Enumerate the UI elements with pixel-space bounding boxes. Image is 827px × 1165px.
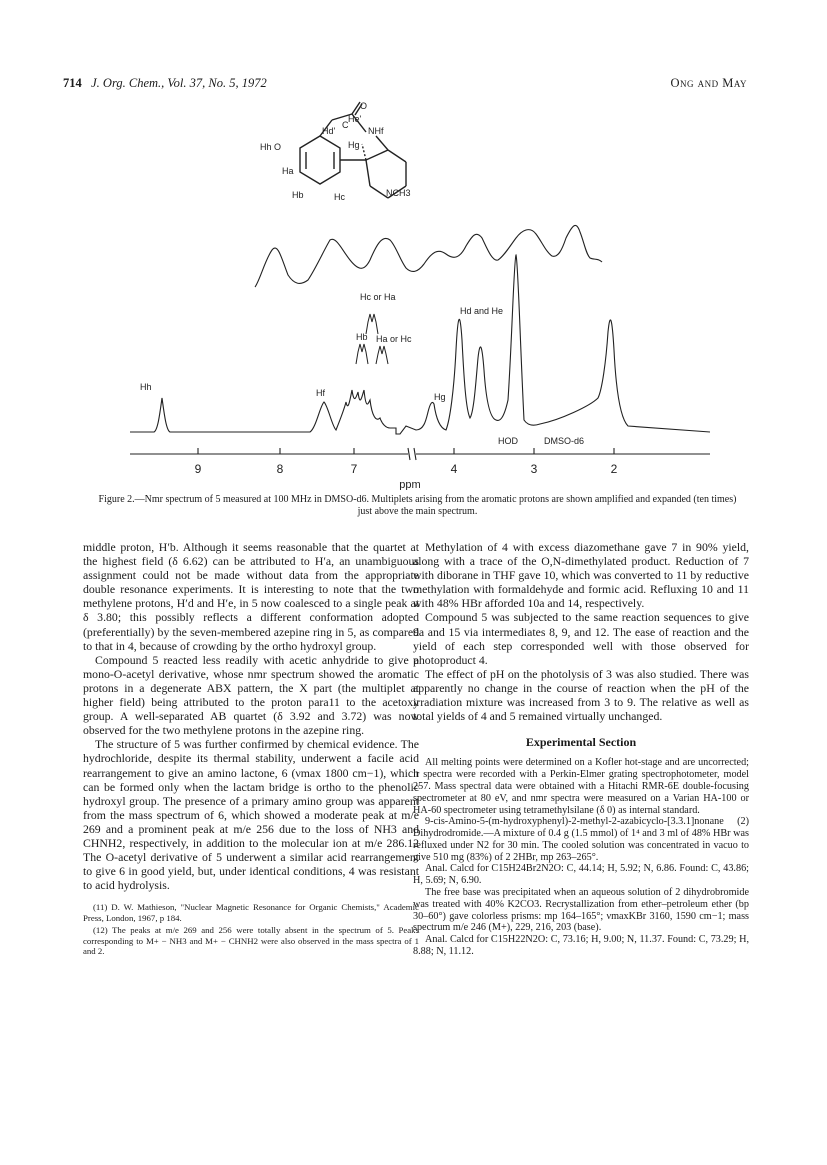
footnotes [83, 902, 419, 956]
tick-label-3: 3 [530, 462, 538, 476]
exp-paragraph-5: Anal. Calcd for C15H22N2O: C, 73.16; H, 9.00; N, 11.37. Found: C, 73.29; H, 8.88; N, 11.12. [413, 934, 749, 958]
struct-label-c: C [342, 120, 349, 130]
peak-label-hf: Hf [316, 388, 325, 398]
peak-label-hod: HOD [498, 436, 518, 446]
section-title: Experimental Section [525, 735, 637, 750]
axis-label-ppm: ppm [399, 479, 421, 490]
struct-label-hc: Hc [334, 192, 345, 202]
peak-label-hd-and-he: Hd and He [460, 306, 504, 316]
peak-label-hg: Hg [434, 392, 446, 402]
footnote-12: (12) The peaks at m/e 269 and 256 were totally absent in the spectrum of 5. Peaks corresponding to M+ − NH3 and M+ − CHNH2 were also observed in the mass spectra of 1 and 2. [83, 925, 419, 956]
tick-label-4: 4 [450, 462, 458, 476]
right-column [413, 540, 749, 958]
left-paragraph-1: middle proton, H′b. Although it seems reasonable that the quartet at the highest field (δ 6.62) can be attributed to H′a, an unambiguous assignment could not be made without data from the appropriate double resonance experiments. It is interesting to note that the two methylene protons, H′d and H′e, in 5 now coalesced to a single peak at δ 3.80; this possibly reflects a different conformation adopted (preferentially) by the seven-membered azepine ring in 5, as compared to that in 4, because of crowding by the ortho hydroxyl group. [83, 540, 419, 653]
tick-label-8: 8 [276, 462, 284, 476]
left-column [83, 540, 419, 958]
journal-citation: J. Org. Chem., Vol. 37, No. 5, 1972 [91, 76, 267, 90]
nmr-figure [120, 100, 720, 490]
left-paragraph-2: Compound 5 reacted less readily with acetic anhydride to give a mono-O-acetyl derivative, whose nmr spectrum showed the aromatic protons in a degenerate ABX pattern, the X part (the multiplet at higher field) being attributed to the proton para11 to the acetoxy group. A well-separated AB quartet (δ 3.92 and 3.72) was now observed for the two methylene protons in the azepine ring. [83, 652, 419, 738]
tick-label-2: 2 [610, 462, 618, 476]
ppm-axis [130, 448, 710, 460]
figure-caption: Figure 2.—Nmr spectrum of 5 measured at 100 MHz in DMSO-d6. Multiplets arising from the aromatic protons are shown amplified and expanded (ten times) just above the main spectrum. [98, 494, 737, 517]
right-paragraph-3: The effect of pH on the photolysis of 3 was also studied. There was apparently no change in the course of reaction when the pH of the irradiation mixture was increased from 3 to 9. The relative as well as total yields of 4 and 5 remained virtually unchanged. [413, 666, 749, 724]
tick-label-7: 7 [350, 462, 358, 476]
authors: Ong and May [670, 76, 747, 90]
peak-label-ha-or-hc: Ha or Hc [376, 334, 412, 344]
page-number: 714 [63, 76, 82, 90]
right-paragraph-1: Methylation of 4 with excess diazomethane gave 7 in 90% yield, along with a trace of the O,N-dimethylated product. Reduction of 7 with diborane in THF gave 10, which was converted to 11 by reductive methylation with formaldehyde and formic acid. Refluxing 10 and 11 with 48% HBr afforded 10a and 14, respectively. [413, 540, 749, 611]
struct-label-hb: Hb [292, 190, 304, 200]
right-paragraph-2: Compound 5 was subjected to the same reaction sequences to give 9a and 15 via intermediates 8, 9, and 12. The ease of reaction and the yield of each step corresponded well with those observed for photoproduct 4. [413, 610, 749, 667]
struct-label-ha: Ha [282, 166, 294, 176]
exp-paragraph-3: Anal. Calcd for C15H24Br2N2O: C, 44.14; H, 5.92; N, 6.86. Found: C, 43.86; H, 5.69; N, 6.90. [413, 863, 749, 887]
main-spectrum-trace [130, 255, 710, 434]
struct-label-nhf: NHf [368, 126, 384, 136]
peak-label-dmso: DMSO-d6 [544, 436, 585, 446]
struct-label-hh: Hh O [260, 142, 282, 152]
peak-label-hh: Hh [140, 382, 152, 392]
struct-label-hd: Hd' [322, 126, 336, 136]
exp-paragraph-2: 9-cis-Amino-5-(m-hydroxyphenyl)-2-methyl-2-azabicyclo-[3.3.1]nonane (2) Dihydrodromide.—A mixture of 0.4 g (1.5 mmol) of 1⁴ and 3 ml of 48% HBr was refluxed under N2 for 30 min. The cooled solution was concentrated in vacuo to give 510 mg (83%) of 2 2HBr, mp 263–265°. [413, 816, 749, 863]
peak-label-hb: Hb [356, 332, 368, 342]
page-header [63, 76, 747, 94]
struct-label-nch3: NCH3 [386, 188, 411, 198]
peak-label-hc-or-ha: Hc or Ha [360, 292, 396, 302]
footnote-11: (11) D. W. Mathieson, "Nuclear Magnetic Resonance for Organic Chemists," Academic Press, London, 1967, p 184. [83, 902, 419, 923]
struct-label-hg: Hg [348, 140, 360, 150]
left-paragraph-3: The structure of 5 was further confirmed by chemical evidence. The hydrochloride, despite its thermal stability, underwent a facile acid rearrangement to give an amino lactone, 6 (νmax 1800 cm−1), which can be formed only when the lactam bridge is ortho to the phenolic hydroxyl group. The presence of a primary amino group was apparent from the mass spectrum of 6, which showed a moderate peak at m/e 269 and a prominent peak at m/e 256 due to the loss of NH3 and CHNH2, respectively, in addition to the molecular ion at m/e 286.12 The O-acetyl derivative of 5 underwent a similar acid rearrangement to give 6 in good yield, but, under identical conditions, 4 was resistant to acid hydrolysis. [83, 737, 419, 893]
struct-label-he: He' [348, 114, 362, 124]
exp-paragraph-1: All melting points were determined on a Kofler hot-stage and are uncorrected; ir spectra were recorded with a Perkin-Elmer grating spectrophotometer, model 257. Mass spectral data were obtained with a Hitachi RMR-6E double-focusing spectrometer at 80 eV, and nmr spectra were measured on a Varian HA-100 or HA-60 spectrometer using tetramethylsilane (δ 0) as internal standard. [413, 757, 749, 816]
amplified-spectrum-trace [255, 225, 602, 287]
tick-label-9: 9 [194, 462, 202, 476]
exp-paragraph-4: The free base was precipitated when an aqueous solution of 2 dihydrobromide was treated with 40% K2CO3. Recrystallization from ether–petroleum ether (bp 30–60°) gave colorless prisms: mp 164–165°; νmaxKBr 3160, 1590 cm−1; mass spectrum m/e 246 (M+), 229, 216, 203 (base). [413, 887, 749, 934]
struct-label-o-top: O [360, 101, 368, 111]
experimental-section [413, 757, 749, 958]
